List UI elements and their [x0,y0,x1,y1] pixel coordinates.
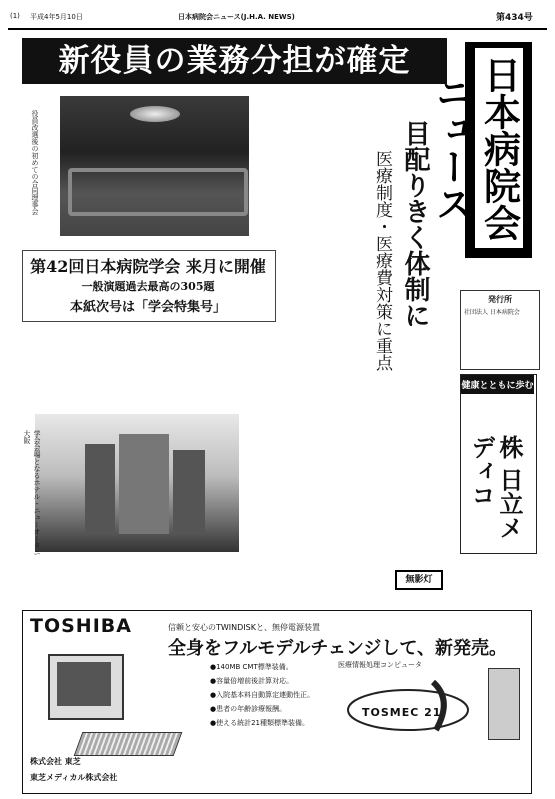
publisher-name: 社団法人 日本病院会 [464,309,520,316]
paper-name: 日本病院会ニュース(J.H.A. NEWS) [178,13,295,21]
column-title-mueitou: 無影灯 [395,570,443,590]
computer-monitor-illustration [48,654,124,720]
ad-feature-item: ●140MB CMT標準装備。 [210,663,293,671]
toshiba-ad-headline: 全身をフルモデルチェンジして、新発売。 [168,638,508,659]
article1-headline: 目配りきく体制に [400,120,430,328]
toshiba-ad-tagline: 信頼と安心のTWINDISKと、無停電源装置 [168,623,320,632]
conference-title: 第42回日本病院学会 来月に開催 [30,257,266,276]
monitor-screen [57,662,111,706]
main-banner-headline: 新役員の業務分担が確定 [22,38,447,84]
ad-feature-item: ●入院基本料自動算定連動性正。 [210,691,315,699]
photo2-caption: 学会会場となるホテル・ニューオータニ大阪 [23,430,41,556]
publisher-box [460,290,540,370]
masthead-logo [429,42,532,258]
keyboard-illustration [74,732,183,756]
ad-company-toshiba-medical: 東芝メディカル株式会社 [30,773,118,782]
ad-company-toshiba: 株式会社 東芝 [30,757,81,766]
tosmec-logo-graphic [338,670,478,740]
masthead-title: 日本病院会ニュース [475,48,523,248]
chandelier-shape [130,106,180,122]
lower-body-text [35,560,385,604]
page-header [8,6,547,30]
toshiba-logo: TOSHIBA [30,615,132,637]
ad-feature-item: ●容量倍増前後計算対応。 [210,677,294,685]
computer-tower-illustration [488,668,520,740]
issue-number: 第434号 [496,13,533,23]
publisher-label: 発行所 [488,295,512,304]
ad-feature-item: ●使える統計21種類標準装備。 [210,719,310,727]
board-meeting-photo [60,96,249,236]
page-number: (1) [10,12,20,20]
conference-body-text [35,330,275,408]
building-tower-right [173,450,205,534]
building-tower-center [119,434,169,534]
meeting-table-shape [68,168,248,216]
product-label: 医療情報処理コンピュータ [338,661,422,669]
article1-continuation-text [282,388,450,558]
next-issue-note: 本紙次号は「学会特集号」 [69,300,226,315]
conference-subtitle: 一般演題過去最高の305題 [81,280,215,293]
hitachi-medico-ad [460,374,537,554]
hitachi-ad-tagline: 健康とともに歩む [461,375,534,394]
building-tower-left [85,444,115,534]
issue-date: 平成4年5月10日 [30,13,83,21]
photo1-caption: 役員改選後の初めての合同理事会 [31,110,39,215]
ad-feature-item: ●患者の年齢診療報酬。 [210,705,287,713]
tosmec-product-name: TOSMEC 21 [362,706,442,719]
column-body-text [446,560,530,604]
article1-subheadline: 医療制度・医療費対策に重点 [372,150,392,371]
hotel-photo [35,414,239,552]
hitachi-ad-company: 株 日立メディコ [467,435,523,540]
